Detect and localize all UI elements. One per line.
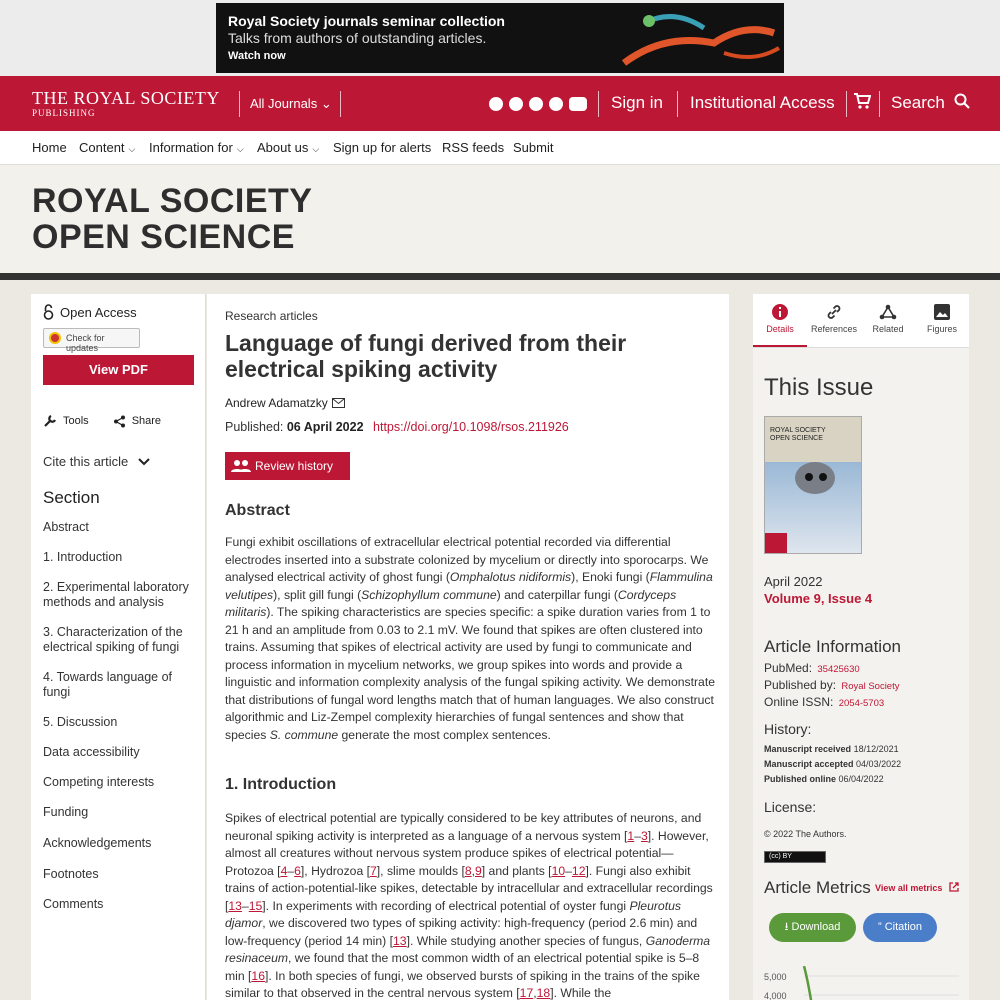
metrics-chart [764,966,964,1000]
citation-link[interactable]: 15 [248,898,263,913]
author-line [225,396,345,410]
section-link[interactable]: Competing interests [43,775,155,789]
accepted-label: Manuscript accepted [764,759,854,769]
facebook-icon[interactable] [509,97,523,111]
ad-shrimp-image [604,3,784,73]
citation-link[interactable]: 6 [294,863,301,878]
journal-title-line-1: ROYAL SOCIETY [32,182,313,220]
open-access-label: Open Access [60,304,137,320]
open-access-badge [43,304,137,320]
received-date: 18/12/2021 [853,744,899,754]
section-heading: Section [43,488,100,507]
article-category: Research articles [225,309,318,323]
tab-figures-label: Figures [926,324,957,334]
tab-related[interactable] [861,294,915,347]
nav-information-label: Information for [149,140,233,155]
check-for-updates-button[interactable] [43,328,140,353]
pubmed-row [764,661,860,675]
cover-logo-block [765,533,787,554]
nav-rss[interactable]: RSS feeds [442,140,505,155]
royal-society-logo[interactable] [32,88,220,118]
tools-share-row [43,414,161,428]
section-link[interactable]: Comments [43,897,104,911]
email-icon[interactable] [332,398,345,408]
section-list [43,520,193,912]
publisher-row [764,678,899,692]
section-link[interactable]: Acknowledgements [43,836,152,850]
social-links [489,97,587,111]
chart-ytick-label: 5,000 [764,972,787,982]
tab-details[interactable] [753,294,807,347]
bluesky-icon[interactable] [529,97,543,111]
site-header [0,76,1000,131]
view-all-label: View all metrics [875,883,943,893]
citation-link[interactable]: 13 [228,898,242,913]
section-link[interactable]: 3. Characterization of the electrical spiking of fungi [43,625,183,654]
section-link[interactable]: Data accessibility [43,745,140,759]
sign-in-link[interactable]: Sign in [611,93,663,112]
citation-link[interactable]: 4 [280,863,288,878]
link-icon [826,304,842,320]
seal-eye [819,473,827,481]
history-heading: History: [764,721,812,737]
citation-link[interactable]: 10 [551,863,566,878]
search-icon [954,93,970,109]
abstract-heading: Abstract [225,502,290,519]
youtube-icon[interactable] [569,97,587,111]
published-date: 06 April 2022 [286,420,364,434]
issue-volume-link[interactable]: Volume 9, Issue 4 [764,591,873,606]
wechat-icon[interactable] [549,97,563,111]
nav-about-label: About us [257,140,309,155]
article-main [207,294,729,1000]
doi-link[interactable]: https://doi.org/10.1098/rsos.211926 [373,420,569,434]
info-icon [772,304,788,320]
tab-figures[interactable] [915,294,969,347]
online-date: 06/04/2022 [838,774,884,784]
citation-link[interactable]: 17 [519,986,534,1000]
chevron-down-icon: ⌄ [320,96,332,111]
people-icon [231,459,251,473]
pubmed-label: PubMed: [764,661,813,675]
x-icon[interactable] [489,97,503,111]
cover-title-line-1: ROYAL SOCIETY [770,427,826,434]
divider [340,91,341,117]
article-information-heading: Article Information [764,637,901,656]
download-metric-button[interactable] [769,913,856,942]
article-metrics-heading: Article Metrics [764,878,871,897]
received-row [764,744,899,754]
banner-rule [0,273,1000,280]
download-label: Download [791,921,841,933]
tab-related-label: Related [872,324,904,334]
chart-ytick-label: 4,000 [764,991,787,1000]
citation-link[interactable]: 3 [640,828,648,843]
received-label: Manuscript received [764,744,852,754]
citation-link[interactable]: 13 [393,933,407,948]
search-label: Search [891,93,945,112]
nav-content[interactable] [79,140,135,155]
section-link[interactable]: 5. Discussion [43,715,118,729]
tools-label: Tools [63,415,89,427]
network-icon [879,304,897,320]
all-journals-dropdown[interactable] [250,96,332,112]
issue-cover[interactable] [764,416,862,554]
citation-link[interactable]: 16 [251,968,265,983]
ad-headline: Royal Society journals seminar collection [228,13,505,29]
citation-link[interactable]: 1 [627,828,635,843]
section-link[interactable]: Footnotes [43,867,99,881]
all-journals-label: All Journals [250,96,318,111]
article-title: Language of fungi derived from their electrical spiking activity [225,330,627,382]
divider [239,91,240,117]
pubmed-link[interactable]: 35425630 [817,664,860,675]
seal-eye [805,473,813,481]
review-history-label: Review history [255,459,334,473]
external-link-icon [949,882,959,892]
institutional-access-link[interactable]: Institutional Access [690,93,835,112]
tab-details-label: Details [766,324,794,334]
journal-banner [0,165,1000,273]
copyright-text: © 2022 The Authors. [764,829,847,839]
cite-label: Cite this article [43,454,129,469]
nav-home[interactable]: Home [32,140,67,155]
quote-icon: ” [877,921,882,933]
section-link[interactable]: 2. Experimental laboratory methods and analysis [43,580,189,609]
journal-title[interactable] [32,183,312,255]
publication-info [225,420,569,434]
share-label: Share [131,415,162,427]
right-sidebar [753,294,969,1000]
cover-title-line-2: OPEN SCIENCE [770,435,823,442]
ad-subline: Talks from authors of outstanding articles. [228,30,487,46]
online-row [764,774,884,784]
accepted-date: 04/03/2022 [856,759,902,769]
wrench-icon [43,414,57,428]
introduction-text: Spikes of electrical potential are typically considered to be key attributes of neurons, and neuronal spiking activity is interpreted as a language of a nervous system [1–3]. However, almost all creatures without nervous system produce spikes of electrical potential—Protozoa [4–6], Hydrozoa [7], slime moulds [8,9] and plants [10–12]. Fungi also exhibit trains of action-potential-like spikes, detectable by intracellular and extracellular recordings [13–15]. In experiments with recording of electrical potential of oyster fungi Pleurotus djamor, we discovered two types of spiking activity: high-frequency (period 2.6 min) and low-frequency (period 14 min) [13]. While studying another species of fungus, Ganoderma resinaceum, we found that the most common width of an electrical potential spike is 5–8 min [16]. In both species of fungi, we observed bursts of spiking in the trains of the spike similar to that observed in the central nervous system [17,18]. While the [225,811,713,1000]
nav-content-label: Content [79,140,125,155]
publisher-link[interactable]: Royal Society [841,681,900,692]
download-icon: ⭳ [784,921,789,933]
tools-button[interactable] [43,414,89,428]
nav-about-us[interactable] [257,140,319,155]
introduction-heading: 1. Introduction [225,776,337,793]
share-button[interactable] [113,414,161,428]
check-updates-label: Check for updates [66,333,105,353]
section-link[interactable]: 4. Towards language of fungi [43,670,173,699]
seminar-ad-banner[interactable] [216,3,784,73]
issue-date: April 2022 [764,574,823,589]
logo-line-2: PUBLISHING [32,108,96,118]
citation-link[interactable]: 7 [370,863,377,878]
chevron-down-icon: ⌵ [312,144,320,154]
search-button[interactable] [891,93,970,113]
open-lock-icon [43,304,54,320]
review-history-button[interactable] [225,452,350,480]
section-link[interactable]: Funding [43,805,89,819]
ad-watch-now[interactable]: Watch now [228,50,286,62]
author-link[interactable]: Andrew Adamatzky [225,396,328,410]
citation-label: Citation [884,921,923,933]
crossmark-icon [49,332,61,344]
citation-link[interactable]: 9 [475,863,482,878]
nav-information-for[interactable] [149,140,244,155]
publisher-label: Published by: [764,678,837,692]
cc-by-license-badge[interactable]: (cc) BY [764,851,826,863]
nav-alerts[interactable]: Sign up for alerts [333,140,432,155]
seal-image [795,462,835,494]
issn-link[interactable]: 2054-5703 [838,698,885,709]
logo-line-1: THE ROYAL SOCIETY [32,88,220,108]
section-link[interactable]: Abstract [43,520,89,534]
published-label: Published: [225,420,284,434]
citation-link[interactable]: 12 [571,863,586,878]
divider [677,91,678,117]
chevron-down-icon [138,458,150,466]
abstract-text: Fungi exhibit oscillations of extracellular electrical potential recorded via differential electrodes inserted into a substrate colonized by mycelium or directly into sporocarps. We analysed electrical activity of ghost fungi (Omphalotus nidiformis), Enoki fungi (Flammulina velutipes), split gill fungi (Schizophyllum commune) and caterpillar fungi (Cordyceps militaris). The spiking characteristics are species specific: a spike duration varies from 1 to 21 h and an amplitude from 0.03 to 2.1 mV. We found that spikes are often clustered into trains. Assuming that spikes of electrical activity are used by fungi to communicate and process information in mycelium networks, we group spikes into words and provide a linguistic and information complexity analysis of the fungal spiking activity. We demonstrate that distributions of fungal word lengths match that of human languages. We also construct algorithmic and Liz-Zempel complexity hierarchies of fungal sentences and show that species S. commune generate the most complex sentences. [225,535,715,742]
divider [879,91,880,117]
journal-title-line-2: OPEN SCIENCE [32,218,295,256]
issn-label: Online ISSN: [764,695,834,709]
license-heading: License: [764,799,817,815]
divider [598,91,599,117]
tab-references[interactable] [807,294,861,347]
citation-link[interactable]: 18 [536,986,551,1000]
nav-submit[interactable]: Submit [513,140,554,155]
citation-metric-button[interactable] [863,913,937,942]
view-all-metrics-link[interactable] [875,882,959,893]
tab-references-label: References [810,324,858,334]
section-link[interactable]: 1. Introduction [43,550,123,564]
issn-row [764,695,884,709]
ad-area [0,0,1000,76]
chevron-down-icon: ⌵ [128,144,136,154]
this-issue-heading: This Issue [764,374,874,401]
secondary-nav [0,131,1000,165]
accepted-row [764,759,901,769]
online-label: Published online [764,774,837,784]
chevron-down-icon: ⌵ [236,144,244,154]
image-icon [934,304,950,320]
share-icon [113,415,126,428]
left-sidebar [31,294,206,1000]
sidebar-tabs [753,294,969,348]
cite-this-article[interactable] [43,454,150,469]
divider [846,91,847,117]
view-pdf-button[interactable]: View PDF [43,355,194,385]
cart-icon[interactable] [853,92,871,115]
citation-link[interactable]: 8 [464,863,472,878]
cover-title [770,427,826,443]
